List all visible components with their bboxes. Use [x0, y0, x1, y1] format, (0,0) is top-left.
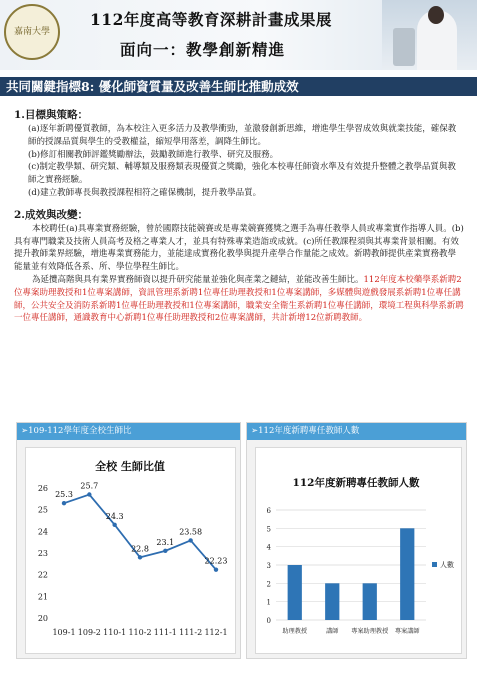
goal-item: (a)逐年新聘優質教師，為本校注入更多活力及教學衝勁，並激發創新思維，增進學生學習成效與就業技能，確保教師的授課品質與學生的受教權益，縮短學用落差，調降生師比。	[28, 124, 457, 147]
y-tick-label: 25	[37, 505, 48, 515]
data-label: 22.8	[131, 544, 149, 554]
x-tick-label: 專案助理教授	[351, 628, 389, 635]
hires-bar	[288, 565, 302, 620]
y-tick-label: 0	[266, 617, 271, 625]
y-tick-label: 2	[266, 580, 271, 589]
results-title: 2.成效與改變：	[14, 208, 88, 221]
y-tick-label: 4	[266, 543, 271, 552]
results-paragraph: 本校聘任(a)具專業實務經驗，曾於國際技能競賽或是專業競賽獲獎之選手為專任教學人員或專業實作指導人員。(b)具有專門職業及技術人員高考及格之專業人才，並具有特殊專業造詣或成就。(c)所任教課程須與其專業背景相關。有效提升教師業界經驗，增進專業實務能力，並能達成實務化教學與提升產學合作量能之成效。新聘教師提供產業實務教學能量並有效降低各系、所、學位學程生師比。	[14, 223, 464, 273]
y-tick-label: 5	[266, 525, 271, 534]
data-point	[214, 567, 218, 571]
x-tick-label: 講師	[326, 628, 339, 635]
hires-panel-header: ➢112年度新聘專任教師人數	[247, 423, 466, 440]
x-tick-label: 助理教授	[282, 628, 308, 635]
page-header	[0, 0, 477, 70]
kpi-title-bar: 共同關鍵指標8: 優化師資質量及改善生師比推動成效	[0, 77, 477, 96]
data-label: 25.7	[80, 481, 99, 491]
x-tick-label: 110-1	[103, 628, 127, 637]
y-tick-label: 6	[266, 507, 271, 515]
legend-label: 人數	[440, 561, 454, 569]
hires-bar-chart	[256, 448, 461, 653]
data-point	[163, 549, 167, 553]
data-point	[62, 501, 66, 505]
data-point	[188, 538, 192, 542]
ratio-panel	[16, 422, 241, 659]
lab-photo	[382, 0, 477, 70]
results-paragraph-2	[14, 274, 464, 325]
x-tick-label: 109-2	[77, 628, 101, 637]
goals-title: 1.目標與策略：	[14, 109, 88, 121]
logo-text: 嘉南大學	[13, 26, 50, 37]
hires-chart-box	[255, 447, 462, 654]
ratio-panel-header: ➢109-112學年度全校生師比	[17, 423, 240, 440]
hires-panel	[246, 422, 467, 659]
y-tick-label: 26	[37, 484, 48, 493]
data-point	[138, 555, 142, 559]
data-label: 24.3	[105, 511, 124, 521]
data-label: 23.58	[179, 527, 203, 537]
goal-item: (c)制定教學類、研究類、輔導類及服務類表現優質之獎勵，強化本校專任師資水準及有效提升整體之教學品質與教師之實務經驗。	[28, 162, 456, 186]
data-point	[112, 523, 116, 527]
goal-item: (d)建立教師專長與教授課程相符之確保機制，提升教學品質。	[28, 187, 262, 198]
goal-item: (b)修訂相關教師評鑑獎勵辦法，鼓勵教師進行教學、研究及服務。	[28, 149, 279, 160]
y-tick-label: 3	[266, 562, 271, 570]
hires-bar	[363, 583, 377, 620]
x-tick-label: 111-2	[179, 628, 203, 637]
y-tick-label: 22	[37, 570, 48, 580]
chart-title: 全校 生師比值	[95, 460, 165, 473]
aspect-title: 面向一：教學創新精進	[120, 40, 286, 59]
data-point	[87, 492, 91, 496]
ratio-line-chart	[26, 448, 235, 653]
chart-title: 112年度新聘專任教師人數	[292, 477, 420, 489]
results-text: 為延攬高階與具有業界實務師資以提升研究能量並強化與產業之鏈結，並能改善生師比。	[32, 274, 364, 285]
x-tick-label: 111-1	[153, 628, 177, 637]
data-label: 23.1	[156, 537, 175, 547]
legend-swatch	[432, 562, 437, 567]
hires-bar	[400, 528, 414, 620]
x-tick-label: 110-2	[128, 628, 152, 637]
ratio-chart-box	[25, 447, 236, 654]
y-tick-label: 20	[37, 614, 48, 623]
y-tick-label: 21	[37, 592, 48, 602]
x-tick-label: 112-1	[204, 628, 228, 637]
data-label: 25.3	[55, 490, 73, 500]
x-tick-label: 專案講師	[394, 628, 420, 635]
school-logo	[4, 4, 60, 60]
y-tick-label: 23	[37, 549, 48, 558]
new-hire-highlight: 112年度本校藥學系新聘2位專案助理教授和1位專案講師，資訊管理系新聘1位專任助理教授和1位專案講師，多媒體與遊戲發展系新聘1位專任講師，公共安全及消防系新聘1位專任助理教授和1位專案講師，職業安全衛生系新聘1位專任講師，環境工程與科學系新聘一位專任講師，通識教育中心新聘1位專任助理教授和2位專案講師，共計新增12位新聘教師。	[14, 274, 464, 324]
x-tick-label: 109-1	[52, 628, 76, 637]
data-label: 22.23	[204, 556, 228, 566]
y-tick-label: 24	[37, 527, 48, 537]
exhibition-title: 112年度高等教育深耕計畫成果展	[90, 10, 332, 29]
y-tick-label: 1	[266, 598, 271, 607]
main-content	[14, 108, 464, 325]
microscope-image	[393, 28, 415, 66]
researcher-head-image	[428, 6, 444, 24]
hires-bar	[325, 583, 339, 620]
